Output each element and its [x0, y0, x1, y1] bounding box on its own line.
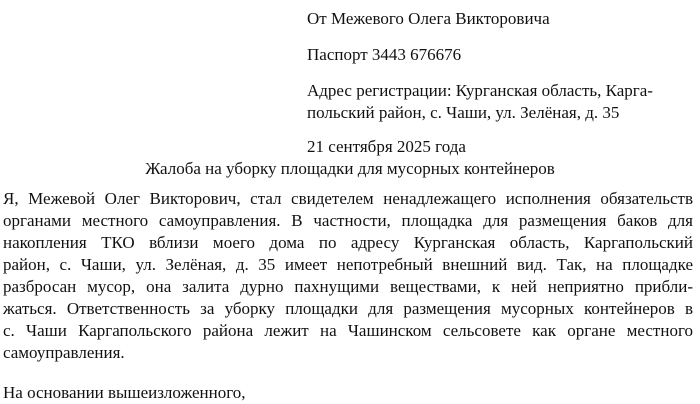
body-line: разбросан мусор, она залита дурно пахнущими веществами, к ней неприятно прибли- — [3, 277, 693, 296]
closing-phrase: На основании вышеизложенного, — [3, 383, 246, 402]
body-line: жаться. Ответственность за уборку площадки для размещения мусорных контейнеров в — [3, 299, 693, 318]
body-line: накопления ТКО вблизи моего дома по адресу Курганская область, Каргапольский — [3, 233, 693, 252]
address-line-2: польский район, с. Чаши, ул. Зелёная, д. 35 — [307, 103, 620, 122]
passport-number: Паспорт 3443 676676 — [307, 45, 462, 64]
document-title: Жалоба на уборку площадки для мусорных контейнеров — [145, 159, 555, 178]
document-date: 21 сентября 2025 года — [307, 137, 466, 156]
body-line: органами местного самоуправления. В частности, площадка для размещения баков для — [3, 211, 693, 230]
body-line: самоуправления. — [3, 343, 125, 362]
sender-name: От Межевого Олега Викторовича — [307, 9, 550, 28]
body-line: Я, Межевой Олег Викторович, стал свидетелем ненадлежащего исполнения обязательств — [3, 189, 693, 208]
complaint-header — [307, 8, 692, 172]
address-line-1: Адрес регистрации: Курганская область, Карга- — [307, 81, 653, 100]
body-line: с. Чаши Каргапольского района лежит на Чашинском сельсовете как органе местного — [3, 321, 693, 340]
registration-address — [307, 80, 692, 124]
complaint-body — [3, 188, 693, 364]
body-line: район, с. Чаши, ул. Зелёная, д. 35 имеет непотребный внешний вид. Так, на площадке — [3, 255, 693, 274]
